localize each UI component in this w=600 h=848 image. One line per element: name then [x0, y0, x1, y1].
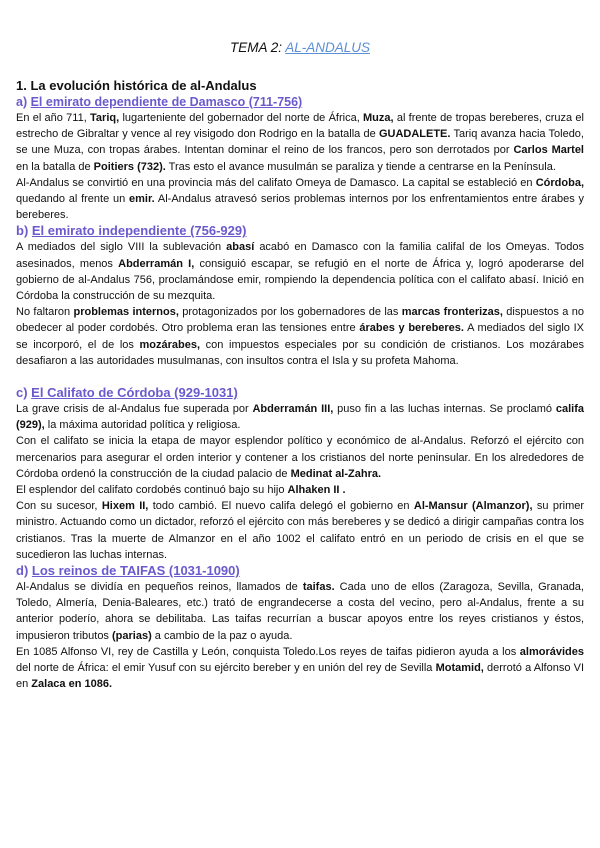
heading-c-label: c) [16, 385, 32, 401]
bold-term: Carlos Martel [513, 144, 584, 157]
heading-c-title[interactable]: El Califato de Córdoba (929-1031) [31, 385, 238, 401]
title-prefix: TEMA 2: [229, 40, 286, 55]
bold-term: árabes y bereberes. [359, 322, 464, 335]
section-1-heading: 1. La evolución histórica de al-Andalus [16, 78, 257, 93]
heading-d-title[interactable]: Los reinos de TAIFAS (1031-1090) [31, 563, 240, 579]
paragraph-a1: En el año 711, Tariq, lugarteniente del gobernador del norte de África, Muza, al frente de tropas bereberes, cruza el estrecho de Gibraltar y vence al rey visigodo don Rodrigo en la batalla de GUADALETE. Tariq avanza hacia Toledo, se une Muza, con tropas árabes. Intentan dominar el reino de los francos, pero son derrotados por Carlos Martel en la batalla de Poitiers (732). Tras esto el avance musulmán se paraliza y tiende a centrarse en la Península. [16, 112, 584, 173]
document-title [16, 40, 584, 55]
heading-a-title[interactable]: El emirato dependiente de Damasco (711-756) [30, 95, 303, 109]
bold-term: Córdoba, [535, 176, 584, 189]
paragraph-c3: El esplendor del califato cordobés continuó bajo su hijo Alhaken II . [16, 484, 346, 497]
paragraph-c2: Con el califato se inicia la etapa de mayor esplendor político y económico de al-Andalus. Reforzó el ejército con mercenarios para asegurar el orden interior y contener a los cristianos del norte peninsular. En los alrededores de Córdoba ordenó la construcción de la ciudad palacio de Medinat al-Zahra. [16, 435, 584, 480]
heading-d-label: d) [16, 563, 32, 579]
bold-term: Alhaken II . [287, 484, 346, 497]
heading-d[interactable] [16, 563, 584, 579]
paragraph-a2: Al-Andalus se convirtió en una provincia más del califato Omeya de Damasco. La capital se estableció en Córdoba, quedando al frente un emir. Al-Andalus atravesó serios problemas internos por los enfrentamientos entre árabes y bereberes. [16, 176, 585, 222]
heading-b-label: b) [16, 223, 32, 239]
bold-term: Hixem II, [101, 500, 149, 513]
bold-term: Al-Mansur (Almanzor), [413, 500, 533, 513]
title-link[interactable]: AL-ANDALUS [285, 40, 371, 55]
paragraph-d1: Al-Andalus se dividía en pequeños reinos, llamados de taifas. Cada uno de ellos (Zaragoza, Sevilla, Granada, Toledo, Almería, Denia-Baleares, etc.) trató de engrandecerse a costa del vecino, pero al-Andalus, frente a su anterior poderío, ahora se debilitaba. Las taifas recurrían a buscar apoyos entre los reyes cristianos y éstos, impusieron tributos (parias) a cambio de la paz o ayuda. [16, 581, 584, 642]
bold-term: almorávides [519, 645, 584, 658]
bold-term: Zalaca en 1086. [31, 678, 113, 691]
bold-term: Muza, [363, 112, 394, 124]
bold-term: (parias) [112, 629, 152, 642]
heading-c[interactable] [16, 385, 584, 401]
paragraph-c1: La grave crisis de al-Andalus fue superada por Abderramán III, puso fin a las luchas internas. Se proclamó califa (929), la máxima autoridad política y religiosa. [16, 403, 584, 432]
bold-term: Medinat al-Zahra. [290, 467, 382, 480]
bold-term: taifas. [302, 581, 335, 594]
bold-term: problemas internos, [73, 306, 179, 319]
bold-term: GUADALETE. [378, 128, 451, 141]
paragraph-d2: En 1085 Alfonso VI, rey de Castilla y León, conquista Toledo.Los reyes de taifas pidieron ayuda a los almorávides del norte de África: el emir Yusuf con su ejército bereber y en unión del rey de Sevilla Motamid, derrotó a Alfonso VI en Zalaca en 1086. [16, 645, 585, 691]
bold-term: Poitiers (732). [93, 160, 166, 173]
paragraph-b2: No faltaron problemas internos, protagonizados por los gobernadores de las marcas fronterizas, dispuestos a no obedecer al poder cordobés. Otro problema eran las tensiones entre árabes y bereberes. A mediados del siglo IX se incorporó, el de los mozárabes, con impuestos especiales por su condición de cristianos. Los mozárabes desafiaron a las autoridades musulmanas, con insultos contra el Isla y su profeta Mahoma. [16, 306, 584, 367]
bold-term: Tariq, [90, 112, 120, 124]
paragraph-b1: A mediados del siglo VIII la sublevación abasí acabó en Damasco con la familia califal de los Omeyas. Todos asesinados, menos Abderramán I, consiguió escapar, se refugió en el norte de África y, logró apoderarse del gobierno de al-Andalus 756, proclamándose emir, rompiendo la dependencia política con el califato abasí. Inició en Córdoba la construcción de su mezquita. [16, 241, 585, 303]
paragraph-c4: Con su sucesor, Hixem II, todo cambió. El nuevo califa delegó el gobierno en Al-Mansur (Almanzor), su primer ministro. Actuando como un dictador, reforzó el ejército con más bereberes y se dedicó a dirigir campañas contra los cristianos. Tras la muerte de Almanzor en el año 1002 el califato entró en un periodo de crisis en el que se sucedieron las luchas internas. [16, 500, 585, 561]
bold-term: Abderramán I, [118, 257, 195, 270]
bold-term: emir. [129, 193, 155, 206]
bold-term: abasí [226, 241, 255, 254]
bold-term: Abderramán III, [252, 403, 334, 416]
bold-term: Motamid, [435, 662, 484, 675]
heading-b[interactable] [16, 223, 584, 239]
spacer [16, 369, 584, 385]
heading-b-title[interactable]: El emirato independiente (756-929) [31, 223, 247, 239]
heading-a[interactable] [16, 94, 584, 110]
bold-term: califa (929), [16, 403, 584, 432]
bold-term: marcas fronterizas, [401, 306, 503, 319]
heading-a-label: a) [16, 95, 31, 109]
bold-term: mozárabes, [139, 338, 201, 351]
